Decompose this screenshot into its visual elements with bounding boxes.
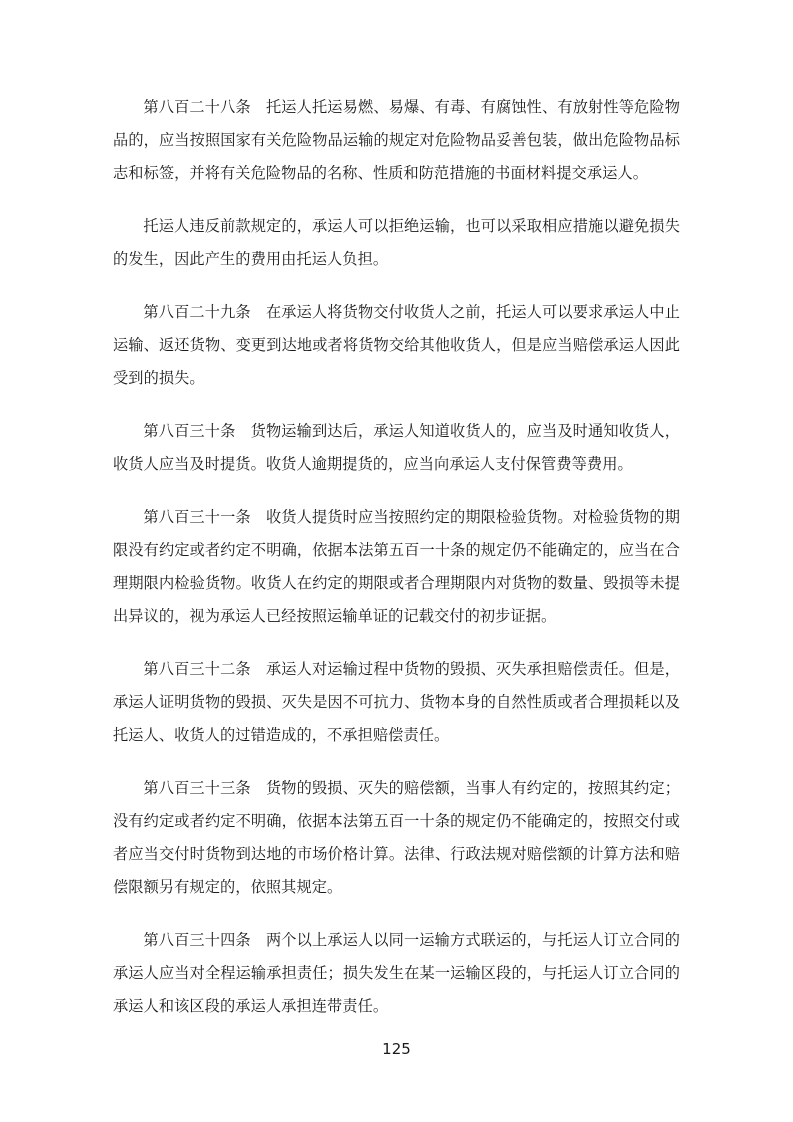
article-828-second-text: 托运人违反前款规定的，承运人可以拒绝运输，也可以采取相应措施以避免损失的发生，因此产生的费用由托运人负担。: [113, 217, 680, 268]
article-828-label: 第八百二十八条: [143, 98, 251, 116]
article-834-label: 第八百三十四条: [143, 931, 251, 949]
article-829-paragraph: [113, 296, 680, 395]
article-830-paragraph: [113, 415, 680, 481]
article-832-paragraph: [113, 653, 680, 752]
article-834-paragraph: [113, 924, 680, 1023]
article-830-text: 货物运输到达后，承运人知道收货人的，应当及时通知收货人，收货人应当及时提货。收货人逾期提货的，应当向承运人支付保管费等费用。: [113, 422, 680, 473]
article-text-body: [113, 91, 680, 1043]
article-832-label: 第八百三十二条: [143, 660, 251, 678]
article-828-second-paragraph: [113, 210, 680, 276]
article-829-text: 在承运人将货物交付收货人之前，托运人可以要求承运人中止运输、返还货物、变更到达地或者将货物交给其他收货人，但是应当赔偿承运人因此受到的损失。: [113, 303, 681, 387]
article-828-paragraph: [113, 91, 680, 190]
article-833-text: 货物的毁损、灭失的赔偿额，当事人有约定的，按照其约定；没有约定或者约定不明确，依据本法第五百一十条的规定仍不能确定的，按照交付或者应当交付时货物到达地的市场价格计算。法律、行政法规对赔偿额的计算方法和赔偿限额另有规定的，依照其规定。: [113, 779, 681, 896]
page-number: 125: [382, 1040, 411, 1058]
article-831-paragraph: [113, 501, 680, 633]
article-834-text: 两个以上承运人以同一运输方式联运的，与托运人订立合同的承运人应当对全程运输承担责任；损失发生在某一运输区段的，与托运人订立合同的承运人和该区段的承运人承担连带责任。: [113, 931, 681, 1015]
article-833-label: 第八百三十三条: [143, 779, 251, 797]
article-831-label: 第八百三十一条: [143, 508, 251, 526]
article-831-text: 收货人提货时应当按照约定的期限检验货物。对检验货物的期限没有约定或者约定不明确，依据本法第五百一十条的规定仍不能确定的，应当在合理期限内检验货物。收货人在约定的期限或者合理期限内对货物的数量、毁损等未提出异议的，视为承运人已经按照运输单证的记载交付的初步证据。: [113, 508, 681, 625]
article-830-label: 第八百三十条: [143, 422, 236, 440]
article-832-text: 承运人对运输过程中货物的毁损、灭失承担赔偿责任。但是，承运人证明货物的毁损、灭失是因不可抗力、货物本身的自然性质或者合理损耗以及托运人、收货人的过错造成的，不承担赔偿责任。: [113, 660, 681, 744]
article-833-paragraph: [113, 772, 680, 904]
article-828-text: 托运人托运易燃、易爆、有毒、有腐蚀性、有放射性等危险物品的，应当按照国家有关危险物品运输的规定对危险物品妥善包装，做出危险物品标志和标签，并将有关危险物品的名称、性质和防范措施的书面材料提交承运人。: [113, 98, 681, 182]
article-829-label: 第八百二十九条: [143, 303, 251, 321]
